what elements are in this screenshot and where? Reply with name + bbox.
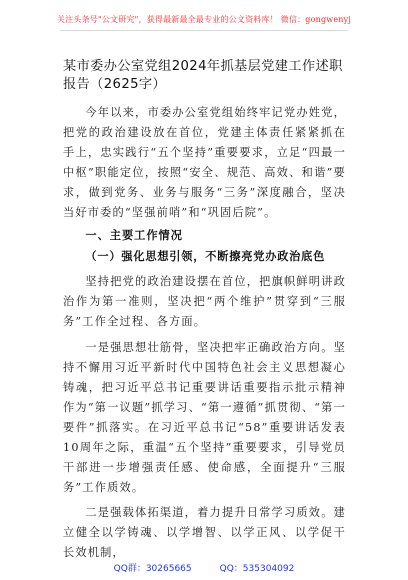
subsection-heading: （一）强化思想引领，不断擦亮党办政治底色 (85, 250, 326, 264)
qq-number-text: QQ：535304092 (219, 564, 295, 574)
promo-banner: 关注头条号"公文研究"，获得最新最全最专业的公文资料库！ 微信：gongwenyj (56, 15, 352, 24)
intro-paragraph: 今年以来，市委办公室党组始终牢记党办姓党，把党的政治建设放在首位，党建主体责任紧紧抓在手上，忠实践行“五个坚持”重要要求，立足“四最一中枢”职能定位，按照“安全、规范、高效、和谐”要求，做到党务、业务与服务“三务”深度融合，坚决当好市委的“坚强前哨”和“巩固后院”。 (63, 106, 346, 219)
header-divider (60, 30, 348, 31)
body-paragraph-2: 一是强思想壮筋骨，坚决把牢正确政治方向。坚持不懈用习近平新时代中国特色社会主义思想凝心铸魂，把习近平总书记重要讲话重要指示批示精神作为“第一议题”抓学习、“第一遵循”抓贯彻、“第一要件”抓落实。在习近平总书记“58”重要讲话发表10周年之际，重温“五个坚持”重要要求，引导党员干部进一步增强责任感、使命感，全面提升“三服务”工作质效。 (63, 341, 346, 494)
qq-group-text: QQ群：30265665 (113, 564, 192, 574)
section-heading: 一、主要工作情况 (85, 229, 183, 243)
contact-footer (0, 561, 408, 574)
body-paragraph-3: 二是强载体拓渠道，着力提升日常学习质效。建立健全以学铸魂、以学增智、以学正风、以学促干长效机制， (63, 506, 346, 560)
document-title: 某市委办公室党组2024年抓基层党建工作述职报告（2625字） (63, 59, 343, 92)
document-body (63, 58, 346, 563)
body-paragraph-1: 坚持把党的政治建设摆在首位，把旗帜鲜明讲政治作为第一准则，坚决把“两个维护”贯穿到“三服务”工作全过程、各方面。 (63, 275, 346, 329)
